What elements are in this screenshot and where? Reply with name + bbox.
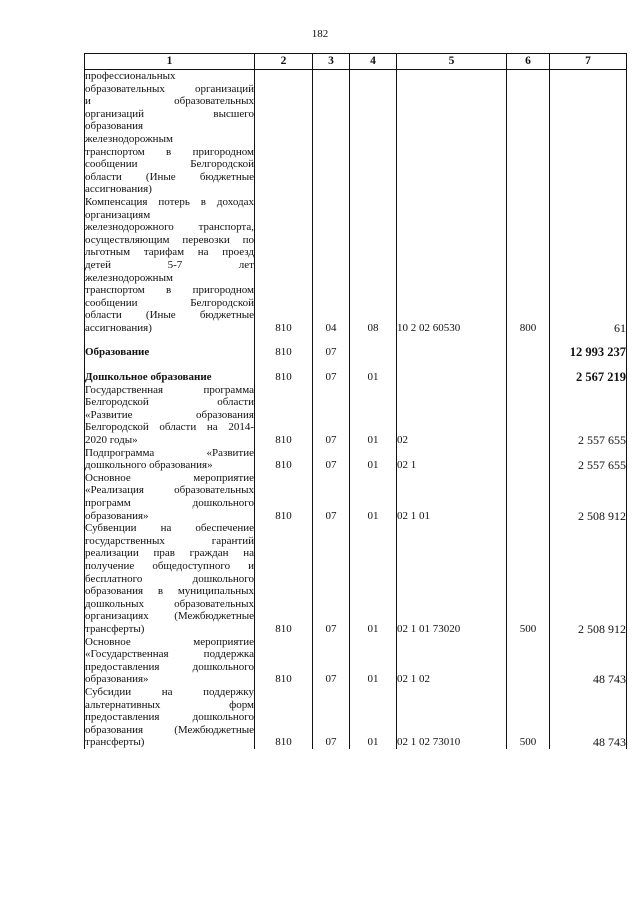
- row-name-line: трансферты): [85, 622, 145, 635]
- col-5-cell: 02 1 01 73020: [397, 522, 507, 635]
- row-name-line: ассигнования): [85, 183, 152, 196]
- row-name-line: Субвенции на обеспечение: [85, 522, 254, 535]
- row-name-line: образовательных организаций: [85, 82, 254, 95]
- header-col-2: 2: [255, 54, 313, 70]
- row-name-line: транспортом в пригородном: [85, 284, 254, 297]
- header-col-1: 1: [85, 54, 255, 70]
- table-row: [85, 636, 627, 686]
- col-2-cell: 810: [255, 522, 313, 635]
- col-5-cell: 02 1 02: [397, 636, 507, 686]
- row-name-line: организаций высшего: [85, 107, 254, 120]
- spacer-cell: [85, 334, 255, 346]
- col-3-cell: 07: [313, 384, 350, 447]
- header-col-6: 6: [507, 54, 550, 70]
- table-row: [85, 384, 627, 447]
- col-3-cell: 07: [313, 447, 350, 472]
- col-3-cell: 07: [313, 472, 350, 522]
- row-name-line: транспортом в пригородном: [85, 145, 254, 158]
- row-name-line: Белгородской области на 2014-: [85, 421, 254, 434]
- spacer-cell: [350, 359, 397, 371]
- col-4-cell: [350, 70, 397, 196]
- row-name-line: Подпрограмма «Развитие: [85, 446, 254, 459]
- col-6-cell: [507, 384, 550, 447]
- row-name-line: образования (Межбюджетные: [85, 723, 254, 736]
- row-name-line: Государственная программа: [85, 383, 254, 396]
- table-body: [85, 70, 627, 749]
- header-col-4: 4: [350, 54, 397, 70]
- header-col-3: 3: [313, 54, 350, 70]
- table-row: [85, 346, 627, 359]
- col-7-cell: 48 743: [550, 636, 627, 686]
- spacer-cell: [350, 334, 397, 346]
- col-2-cell: 810: [255, 384, 313, 447]
- table-row: [85, 522, 627, 635]
- budget-table: [84, 53, 627, 749]
- col-4-cell: 01: [350, 522, 397, 635]
- spacer-cell: [507, 359, 550, 371]
- row-name-cell: [85, 472, 255, 522]
- col-2-cell: 810: [255, 447, 313, 472]
- col-3-cell: 07: [313, 371, 350, 384]
- col-5-cell: 10 2 02 60530: [397, 196, 507, 335]
- row-name-cell: [85, 686, 255, 749]
- col-6-cell: [507, 636, 550, 686]
- row-name-cell: [85, 384, 255, 447]
- row-name-line: альтернативных форм: [85, 698, 254, 711]
- col-3-cell: 07: [313, 346, 350, 359]
- col-6-cell: [507, 371, 550, 384]
- row-name-line: льготным тарифам на проезд: [85, 246, 254, 259]
- row-name-line: организациях (Межбюджетные: [85, 610, 254, 623]
- row-name-cell: [85, 636, 255, 686]
- col-7-cell: 2 557 655: [550, 384, 627, 447]
- row-name-line: области (Иные бюджетные: [85, 309, 254, 322]
- col-7-cell: 2 557 655: [550, 447, 627, 472]
- row-name-line: дошкольного образования»: [85, 459, 213, 472]
- row-name-line: детей 5-7 лет: [85, 258, 254, 271]
- col-4-cell: 01: [350, 384, 397, 447]
- row-name-line: Основное мероприятие: [85, 471, 254, 484]
- table-row: [85, 196, 627, 335]
- col-7-cell: 2 508 912: [550, 472, 627, 522]
- row-name-cell: [85, 371, 255, 384]
- table-row: [85, 447, 627, 472]
- row-name-line: предоставления дошкольного: [85, 660, 254, 673]
- col-6-cell: 500: [507, 522, 550, 635]
- col-5-cell: 02 1 01: [397, 472, 507, 522]
- row-name-line: осуществляющим перевозки по: [85, 233, 254, 246]
- col-5-cell: [397, 70, 507, 196]
- row-name-line: реализации прав граждан на: [85, 547, 254, 560]
- row-name-line: образования в муниципальных: [85, 585, 254, 598]
- row-name-line: и образовательных: [85, 95, 254, 108]
- row-name-line: «Реализация образовательных: [85, 484, 254, 497]
- table-row: [85, 686, 627, 749]
- col-5-cell: [397, 346, 507, 359]
- spacer-cell: [397, 334, 507, 346]
- col-5-cell: 02 1 02 73010: [397, 686, 507, 749]
- col-5-cell: 02 1: [397, 447, 507, 472]
- col-7-cell: 2 508 912: [550, 522, 627, 635]
- row-name-line: предоставления дошкольного: [85, 711, 254, 724]
- table-row: [85, 70, 627, 196]
- col-2-cell: 810: [255, 346, 313, 359]
- page-number: 182: [311, 28, 329, 40]
- col-6-cell: [507, 346, 550, 359]
- row-name-line: образования»: [85, 509, 149, 522]
- row-name-line: профессиональных: [85, 70, 176, 82]
- row-name-line: программ дошкольного: [85, 497, 254, 509]
- col-2-cell: [255, 70, 313, 196]
- col-4-cell: [350, 346, 397, 359]
- col-6-cell: 800: [507, 196, 550, 335]
- row-name-line: железнодорожным: [85, 132, 173, 145]
- row-name-line: «Государственная поддержка: [85, 648, 254, 661]
- col-4-cell: 01: [350, 447, 397, 472]
- col-2-cell: 810: [255, 686, 313, 749]
- row-name-line: организациям: [85, 208, 151, 221]
- spacer-cell: [313, 334, 350, 346]
- row-name-cell: [85, 196, 255, 335]
- col-4-cell: 01: [350, 636, 397, 686]
- row-name-line: Белгородской области: [85, 396, 254, 409]
- row-name-line: образования: [85, 120, 144, 133]
- row-name-line: бесплатного дошкольного: [85, 572, 254, 585]
- row-name-line: сообщении Белгородской: [85, 158, 254, 171]
- col-5-cell: 02: [397, 384, 507, 447]
- col-4-cell: 01: [350, 472, 397, 522]
- row-name-line: образования»: [85, 673, 149, 686]
- row-name-cell: [85, 346, 255, 359]
- col-4-cell: 01: [350, 371, 397, 384]
- col-7-cell: 48 743: [550, 686, 627, 749]
- row-name-line: Компенсация потерь в доходах: [85, 195, 254, 208]
- col-6-cell: [507, 472, 550, 522]
- row-name-line: железнодорожного транспорта,: [85, 221, 254, 234]
- row-name-line: железнодорожным: [85, 271, 173, 284]
- row-name-line: Субсидии на поддержку: [85, 685, 254, 698]
- spacer-cell: [397, 359, 507, 371]
- col-7-cell: 61: [550, 196, 627, 335]
- row-name-line: «Развитие образования: [85, 408, 254, 421]
- col-2-cell: 810: [255, 472, 313, 522]
- header-col-5: 5: [397, 54, 507, 70]
- col-3-cell: 07: [313, 522, 350, 635]
- col-2-cell: 810: [255, 196, 313, 335]
- row-name-line: Образование: [85, 346, 150, 359]
- col-3-cell: [313, 70, 350, 196]
- col-6-cell: 500: [507, 686, 550, 749]
- table-row: [85, 472, 627, 522]
- row-name-line: Основное мероприятие: [85, 635, 254, 648]
- table-header-row: [85, 54, 627, 70]
- col-3-cell: 04: [313, 196, 350, 335]
- row-name-line: государственных гарантий: [85, 534, 254, 547]
- row-name-line: области (Иные бюджетные: [85, 170, 254, 183]
- row-name-line: трансферты): [85, 736, 145, 749]
- col-3-cell: 07: [313, 636, 350, 686]
- row-name-line: получение общедоступного и: [85, 559, 254, 572]
- header-col-7: 7: [550, 54, 627, 70]
- col-7-cell: [550, 70, 627, 196]
- row-name-line: сообщении Белгородской: [85, 296, 254, 309]
- spacer-row: [85, 359, 627, 371]
- row-name-line: Дошкольное образование: [85, 371, 212, 384]
- col-7-cell: 12 993 237: [550, 346, 627, 359]
- row-name-cell: [85, 447, 255, 472]
- col-2-cell: 810: [255, 636, 313, 686]
- spacer-cell: [507, 334, 550, 346]
- col-6-cell: [507, 70, 550, 196]
- col-4-cell: 01: [350, 686, 397, 749]
- spacer-cell: [255, 359, 313, 371]
- spacer-cell: [255, 334, 313, 346]
- col-2-cell: 810: [255, 371, 313, 384]
- spacer-cell: [85, 359, 255, 371]
- row-name-cell: [85, 70, 255, 196]
- row-name-line: дошкольных образовательных: [85, 597, 254, 610]
- col-5-cell: [397, 371, 507, 384]
- col-7-cell: 2 567 219: [550, 371, 627, 384]
- row-name-cell: [85, 522, 255, 635]
- spacer-cell: [313, 359, 350, 371]
- col-3-cell: 07: [313, 686, 350, 749]
- col-4-cell: 08: [350, 196, 397, 335]
- row-name-line: ассигнования): [85, 321, 152, 334]
- table-row: [85, 371, 627, 384]
- spacer-row: [85, 334, 627, 346]
- col-6-cell: [507, 447, 550, 472]
- row-name-line: 2020 годы»: [85, 434, 138, 447]
